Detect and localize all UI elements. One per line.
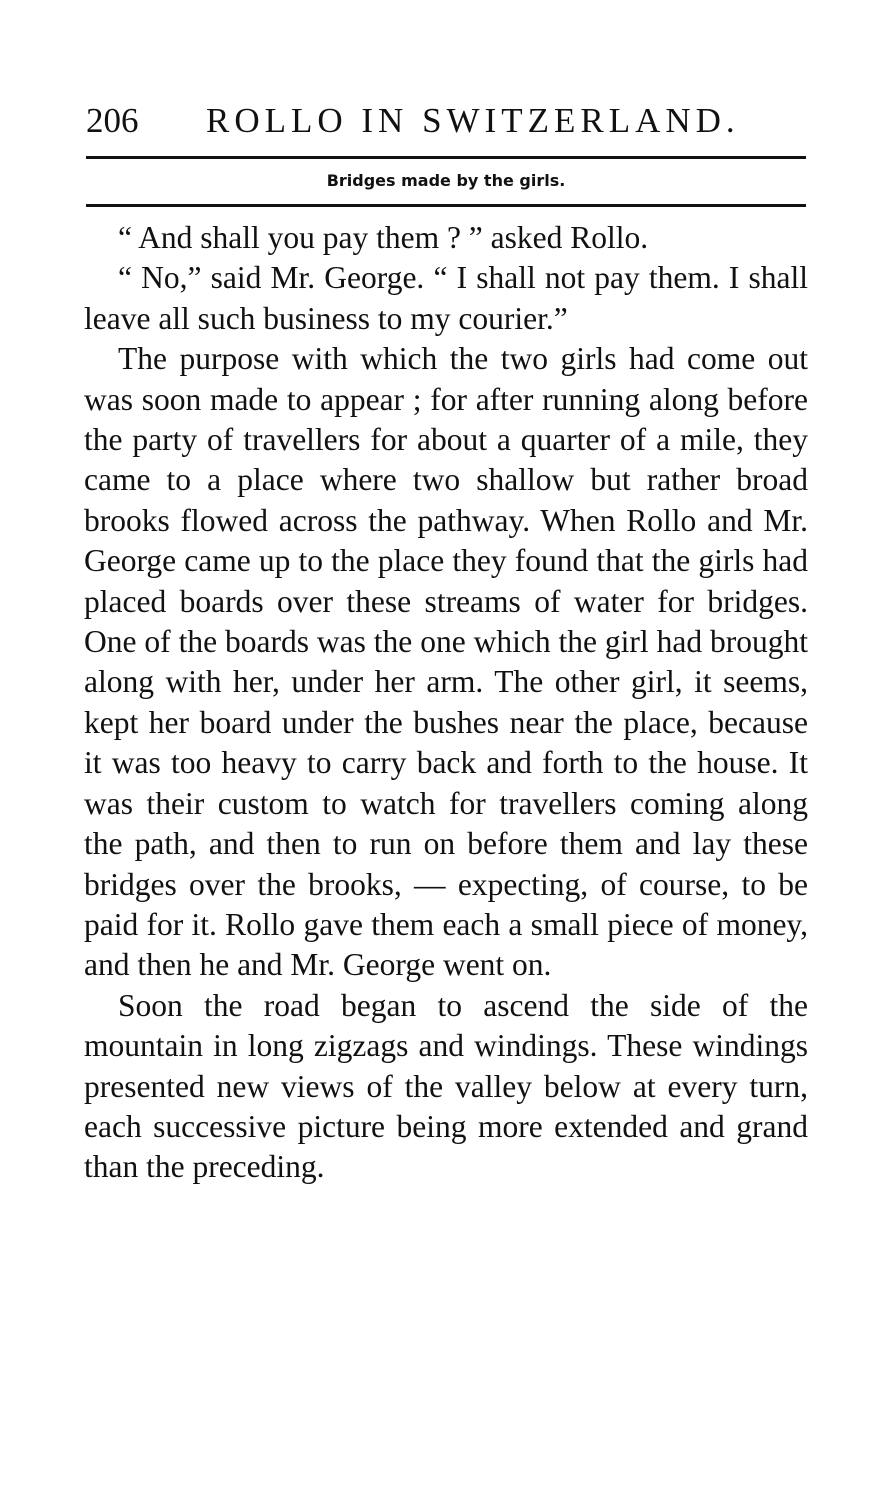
header-rule-top — [86, 156, 806, 159]
running-head — [86, 98, 806, 144]
page-number: 206 — [86, 101, 139, 140]
book-title: ROLLO IN SWITZERLAND. — [206, 101, 740, 140]
body-text — [84, 218, 808, 1188]
paragraph-dialogue-rollo: “ And shall you pay them ? ” asked Rollo. — [118, 220, 649, 255]
chapter-subheading: Bridges made by the girls. — [326, 171, 566, 190]
header-rule-bottom — [86, 204, 806, 207]
paragraph-bridges: The purpose with which the two girls had come out was soon made to appear ; for after running along before the party of travellers for about a quarter of a mile, they came to a place where two shallow but rather broad brooks flowed across the pathway. When Rollo and Mr. George came up to the place they found that the girls had placed boards over these streams of water for bridges. One of the boards was the one which the girl had brought along with her, under her arm. The other girl, it seems, kept her board under the bushes near the place, because it was too heavy to carry back and forth to the house. It was their custom to watch for travellers coming along the path, and then to run on before them and lay these bridges over the brooks, — expecting, of course, to be paid for it. Rollo gave them each a small piece of money, and then he and Mr. George went on. — [84, 341, 808, 983]
paragraph-dialogue-george: “ No,” said Mr. George. “ I shall not pay them. I shall leave all such business to my courier.” — [84, 260, 808, 336]
paragraph-mountain-road: Soon the road began to ascend the side of the mountain in long zigzags and windings. These windings presented new views of the valley below at every turn, each successive picture being more extended and grand than the preceding. — [84, 987, 808, 1185]
